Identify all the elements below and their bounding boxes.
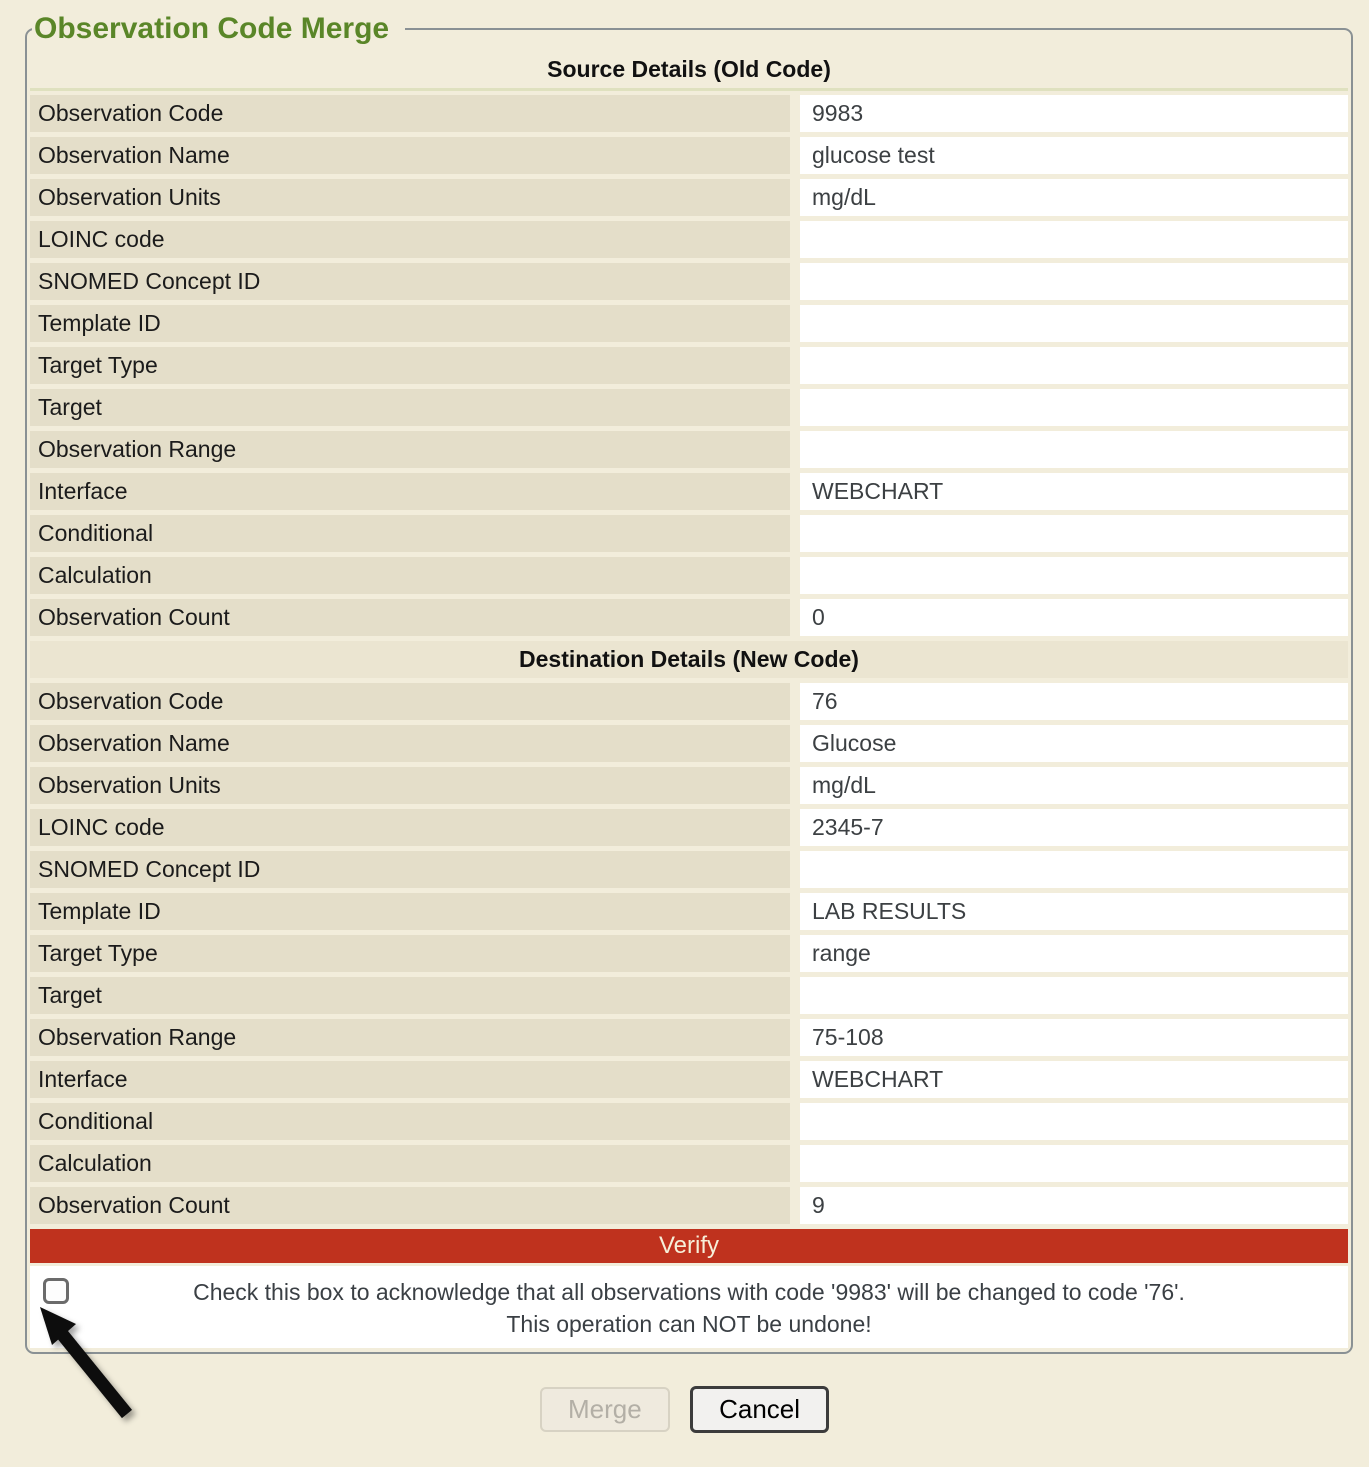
field-label: SNOMED Concept ID — [30, 263, 790, 300]
acknowledge-text — [44, 1276, 1334, 1340]
field-value: 2345-7 — [800, 809, 1348, 846]
field-label: Observation Code — [30, 95, 790, 132]
table-row — [30, 1019, 1348, 1056]
field-label: Target — [30, 389, 790, 426]
field-label: Template ID — [30, 305, 790, 342]
table-row — [30, 473, 1348, 510]
field-value: 9983 — [800, 95, 1348, 132]
field-label: Observation Name — [30, 137, 790, 174]
field-value — [800, 431, 1348, 468]
field-value: WEBCHART — [800, 473, 1348, 510]
field-value — [800, 1103, 1348, 1140]
table-row — [30, 599, 1348, 636]
field-label: Calculation — [30, 557, 790, 594]
table-row — [30, 347, 1348, 384]
table-row — [30, 263, 1348, 300]
field-label: Observation Name — [30, 725, 790, 762]
table-row — [30, 1187, 1348, 1224]
table-row — [30, 809, 1348, 846]
field-label: Template ID — [30, 893, 790, 930]
field-value: WEBCHART — [800, 1061, 1348, 1098]
button-bar — [0, 1386, 1369, 1433]
field-label: Observation Units — [30, 179, 790, 216]
destination-details-header: Destination Details (New Code) — [30, 641, 1348, 678]
field-label: Observation Count — [30, 1187, 790, 1224]
field-value: mg/dL — [800, 767, 1348, 804]
field-value — [800, 1145, 1348, 1182]
field-label: Interface — [30, 1061, 790, 1098]
field-label: Conditional — [30, 1103, 790, 1140]
verify-banner: Verify — [30, 1229, 1348, 1263]
field-value: 76 — [800, 683, 1348, 720]
table-row — [30, 1103, 1348, 1140]
table-row — [30, 683, 1348, 720]
field-value — [800, 515, 1348, 552]
table-row — [30, 935, 1348, 972]
field-label: LOINC code — [30, 221, 790, 258]
field-label: Target — [30, 977, 790, 1014]
table-row — [30, 557, 1348, 594]
field-value: range — [800, 935, 1348, 972]
table-row — [30, 305, 1348, 342]
page-title: Observation Code Merge — [34, 12, 390, 45]
field-value: 75-108 — [800, 1019, 1348, 1056]
field-value — [800, 389, 1348, 426]
acknowledge-line-2: This operation can NOT be undone! — [506, 1311, 872, 1337]
field-value — [800, 263, 1348, 300]
field-label: Observation Range — [30, 431, 790, 468]
table-row — [30, 977, 1348, 1014]
table-row — [30, 137, 1348, 174]
source-details-header: Source Details (Old Code) — [30, 51, 1348, 91]
table-row — [30, 389, 1348, 426]
field-label: Calculation — [30, 1145, 790, 1182]
cancel-button[interactable]: Cancel — [690, 1386, 829, 1433]
field-value — [800, 305, 1348, 342]
table-row — [30, 221, 1348, 258]
field-value: 9 — [800, 1187, 1348, 1224]
field-label: LOINC code — [30, 809, 790, 846]
field-value: mg/dL — [800, 179, 1348, 216]
table-row — [30, 179, 1348, 216]
field-label: Conditional — [30, 515, 790, 552]
table-row — [30, 767, 1348, 804]
field-value — [800, 221, 1348, 258]
table-row — [30, 725, 1348, 762]
destination-details-rows — [30, 683, 1348, 1224]
acknowledge-line-1: Check this box to acknowledge that all observations with code '9983' will be changed to code '76'. — [193, 1279, 1185, 1305]
field-value: LAB RESULTS — [800, 893, 1348, 930]
field-label: Target Type — [30, 935, 790, 972]
field-label: Observation Units — [30, 767, 790, 804]
field-value — [800, 851, 1348, 888]
field-value: 0 — [800, 599, 1348, 636]
merge-button[interactable]: Merge — [540, 1387, 670, 1432]
observation-code-merge-panel — [25, 12, 1353, 1354]
field-label: SNOMED Concept ID — [30, 851, 790, 888]
table-row — [30, 1061, 1348, 1098]
table-row — [30, 893, 1348, 930]
table-row — [30, 431, 1348, 468]
field-label: Observation Code — [30, 683, 790, 720]
field-value: glucose test — [800, 137, 1348, 174]
field-value — [800, 347, 1348, 384]
acknowledge-row — [30, 1266, 1348, 1348]
table-row — [30, 515, 1348, 552]
field-label: Target Type — [30, 347, 790, 384]
source-details-rows — [30, 95, 1348, 636]
field-label: Interface — [30, 473, 790, 510]
acknowledge-checkbox[interactable] — [43, 1278, 69, 1304]
field-label: Observation Count — [30, 599, 790, 636]
field-value: Glucose — [800, 725, 1348, 762]
table-row — [30, 1145, 1348, 1182]
table-row — [30, 851, 1348, 888]
field-value — [800, 557, 1348, 594]
table-row — [30, 95, 1348, 132]
field-value — [800, 977, 1348, 1014]
field-label: Observation Range — [30, 1019, 790, 1056]
